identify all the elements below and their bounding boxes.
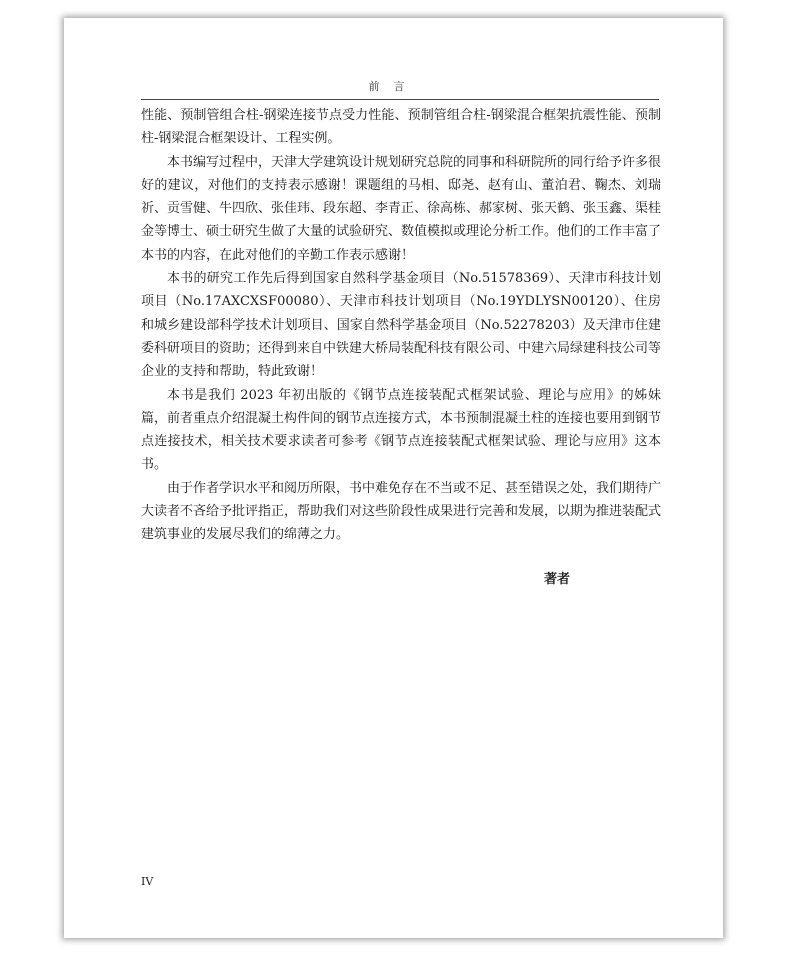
preface-body	[141, 104, 661, 547]
paragraph-acknowledgement-funding: 本书的研究工作先后得到国家自然科学基金项目（No.51578369）、天津市科技计划项目（No.17AXCXSF00080）、天津市科技计划项目（No.19YDLYSN00120）、住房和城乡建设部科学技术计划项目、国家自然科学基金项目（No.52278203）及天津市住建委科研项目的资助；还得到来自中铁建大桥局装配科技有限公司、中建六局绿建科技公司等企业的支持和帮助，特此致谢！	[141, 271, 662, 380]
header-rule	[141, 99, 659, 100]
paragraph-companion-book: 本书是我们 2023 年初出版的《钢节点连接装配式框架试验、理论与应用》的姊妹篇，前者重点介绍混凝土构件间的钢节点连接方式，本书预制混凝土柱的连接也要用到钢节点连接技术，相关技术要求读者可参考《钢节点连接装配式框架试验、理论与应用》这本书。	[141, 387, 662, 473]
page-number: IV	[141, 875, 154, 888]
book-page	[64, 18, 723, 938]
running-header: 前言	[368, 80, 419, 93]
paragraph-continued: 性能、预制管组合柱-钢梁连接节点受力性能、预制管组合柱-钢梁混合框架抗震性能、预制柱-钢梁混合框架设计、工程实例。	[141, 108, 661, 147]
paragraph-acknowledgement-colleagues: 本书编写过程中，天津大学建筑设计规划研究总院的同事和科研院所的同行给予许多很好的建议，对他们的支持表示感谢！课题组的马相、邸尧、赵有山、董泊君、鞠杰、刘瑞祈、贡雪健、牛四欣、张佳玮、段东超、李青正、徐高栋、郝家树、张天鹤、张玉鑫、渠桂金等博士、硕士研究生做了大量的试验研究、数值模拟或理论分析工作。他们的工作丰富了本书的内容，在此对他们的辛勤工作表示感谢！	[141, 154, 662, 263]
paragraph-closing: 由于作者学识水平和阅历所限，书中难免存在不当或不足、甚至错误之处，我们期待广大读者不吝给予批评指正，帮助我们对这些阶段性成果进行完善和发展，以期为推进装配式建筑事业的发展尽我们的绵薄之力。	[141, 480, 662, 543]
author-signature: 著者	[544, 572, 571, 587]
